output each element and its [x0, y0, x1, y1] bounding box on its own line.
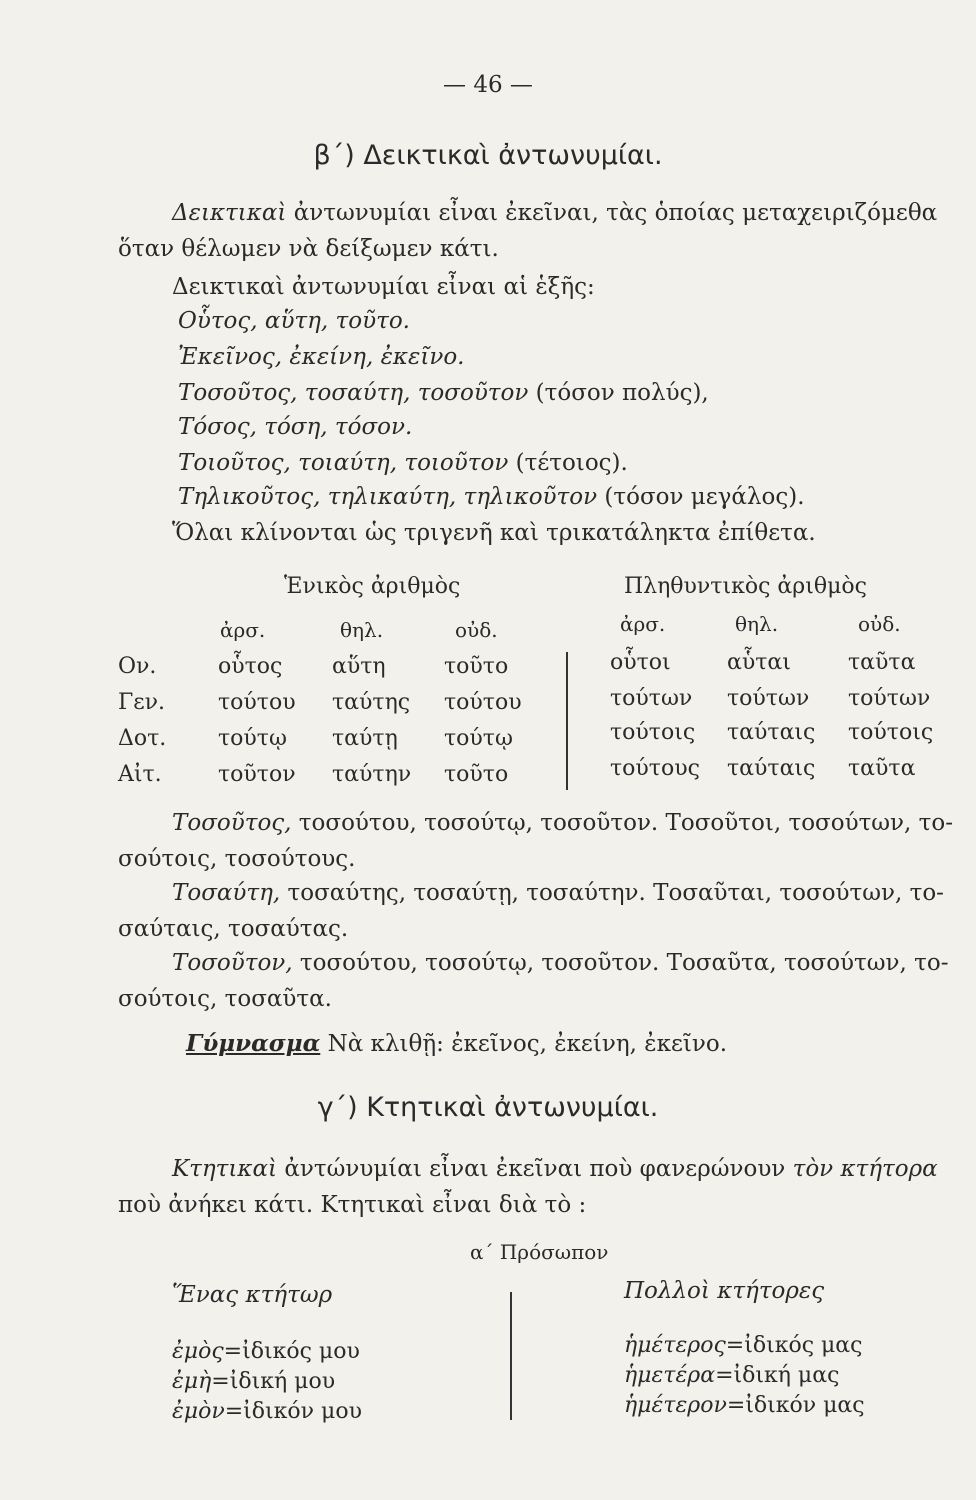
exercise — [186, 1030, 727, 1057]
person-label: α΄ Πρόσωπον — [470, 1240, 609, 1264]
gender-header-pl-fem: θηλ. — [735, 612, 779, 636]
many-owners-row: ἡμέτερον=ἰδικόν μας — [624, 1393, 865, 1418]
section-c-intro-line1: Κτητικαὶ ἀντώνυμίαι εἶναι ἐκεῖναι ποὺ φανερώνουν τὸν κτήτορα — [172, 1156, 938, 1182]
plural-header: Πληθυντικὸς ἀριθμὸς — [624, 574, 867, 599]
gender-header-sg-fem: θηλ. — [340, 618, 384, 642]
pronoun-item: Τόσος, τόση, τόσον. — [178, 414, 413, 440]
one-owner-row: ἐμὸν=ἰδικόν μου — [172, 1399, 362, 1424]
one-owner-row: ἐμὸς=ἰδικός μου — [172, 1339, 360, 1364]
tosouton-line: Τοσοῦτον, τοσούτου, τοσούτῳ, τοσοῦτον. Τοσαῦτα, τοσούτων, το- — [172, 950, 949, 976]
gender-header-pl-masc: ἀρσ. — [620, 612, 666, 636]
tosaute-line: σαύταις, τοσαύτας. — [118, 916, 349, 942]
gender-header-pl-neut: οὐδ. — [858, 612, 901, 636]
pronoun-item: Ἐκεῖνος, ἐκείνη, ἐκεῖνο. — [178, 344, 465, 370]
tosoutos-line: Τοσοῦτος, τοσούτου, τοσούτῳ, τοσοῦτον. Τοσοῦτοι, τοσούτων, το- — [172, 810, 954, 836]
many-owners-row: ἡμέτερος=ἰδικός μας — [624, 1333, 863, 1358]
section-b-title: β΄) Δεικτικαὶ ἀντωνυμίαι. — [313, 140, 663, 171]
tosoutos-line: σούτοις, τοσούτους. — [118, 846, 356, 872]
pronoun-item: Τηλικοῦτος, τηλικαύτη, τηλικοῦτον (τόσον μεγάλος). — [178, 484, 805, 510]
many-owners-row: ἡμετέρα=ἰδική μας — [624, 1363, 840, 1388]
pronoun-item: Τοσοῦτος, τοσαύτη, τοσοῦτον (τόσον πολύς), — [178, 380, 709, 406]
many-owners-header: Πολλοὶ κτήτορες — [624, 1278, 825, 1304]
tosaute-line: Τοσαύτη, τοσαύτης, τοσαύτῃ, τοσαύτην. Τοσαῦται, τοσούτων, το- — [172, 880, 944, 906]
declension-note: Ὅλαι κλίνονται ὡς τριγενῆ καὶ τρικατάληκτα ἐπίθετα. — [172, 520, 816, 546]
intro-text: ἀντωνυμίαι εἶναι ἐκεῖναι, τὰς ὁποίας μεταχειριζόμεθα — [293, 200, 938, 226]
pronoun-item: Τοιοῦτος, τοιαύτη, τοιοῦτον (τέτοιος). — [178, 450, 628, 476]
owners-divider — [510, 1292, 512, 1420]
singular-header: Ἑνικὸς ἀριθμὸς — [284, 574, 461, 599]
section-b-intro-line2: ὅταν θέλωμεν νὰ δείξωμεν κάτι. — [118, 236, 499, 262]
intro-italic-term: Δεικτικαὶ — [172, 200, 287, 226]
pronoun-item: Οὗτος, αὕτη, τοῦτο. — [178, 308, 410, 334]
page-number: — 46 — — [443, 72, 533, 98]
exercise-text: Νὰ κλιθῇ: ἐκεῖνος, ἐκείνη, ἐκεῖνο. — [327, 1031, 728, 1057]
one-owner-row: ἐμὴ=ἰδική μου — [172, 1369, 336, 1394]
section-b-list-intro: Δεικτικαὶ ἀντωνυμίαι εἶναι αἱ ἑξῆς: — [172, 274, 595, 300]
section-b-intro-line1 — [172, 196, 937, 230]
section-c-intro-line2: ποὺ ἀνήκει κάτι. Κτητικαὶ εἶναι διὰ τὸ : — [118, 1192, 587, 1218]
table-divider — [566, 652, 568, 790]
section-c-title: γ΄) Κτητικαὶ ἀντωνυμίαι. — [317, 1092, 659, 1123]
exercise-label: Γύμνασμα — [186, 1030, 321, 1057]
one-owner-header: Ἕνας κτήτωρ — [172, 1282, 333, 1308]
gender-header-sg-neut: οὐδ. — [455, 618, 498, 642]
gender-header-sg-masc: ἀρσ. — [220, 618, 266, 642]
tosouton-line: σούτοις, τοσαῦτα. — [118, 986, 332, 1012]
